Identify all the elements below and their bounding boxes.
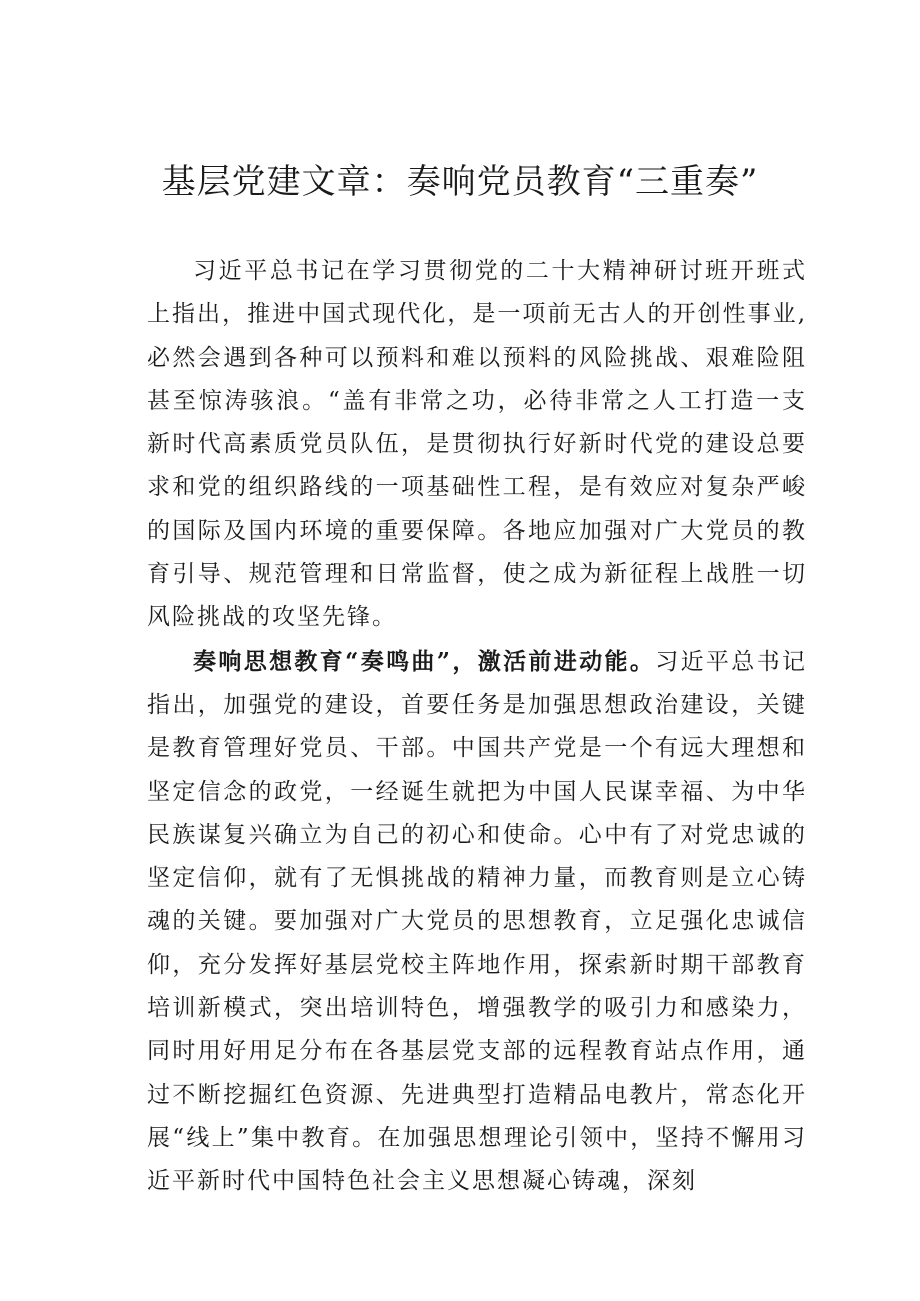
section-one-text: 习近平总书记指出，加强党的建设，首要任务是加强思想政治建设，关键是教育管理好党员、干部。中国共产党是一个有远大理想和坚定信念的政党，一经诞生就把为中国人民谋幸福、为中华民族谋复兴确立为自己的初心和使命。心中有了对党忠诚的坚定信仰，就有了无惧挑战的精神力量，而教育则是立心铸魂的关键。要加强对广大党员的思想教育，立足强化忠诚信仰，充分发挥好基层党校主阵地作用，探索新时期干部教育培训新模式，突出培训特色，增强教学的吸引力和感染力，同时用好用足分布在各基层党支部的远程教育站点作用，通过不断挖掘红色资源、先进典型打造精品电教片，常态化开展“线上”集中教育。在加强思想理论引领中，坚持不懈用习近平新时代中国特色社会主义思想凝心铸魂，深刻 <box>147 648 807 1195</box>
document-body <box>147 250 807 1204</box>
paragraph-intro <box>147 250 807 640</box>
paragraph-section-one <box>147 640 807 1204</box>
section-one-heading: 奏响思想教育“奏鸣曲”，激活前进动能。 <box>193 647 656 675</box>
document-title: 基层党建文章：奏响党员教育“三重奏” <box>161 162 759 202</box>
paragraph-intro-text: 习近平总书记在学习贯彻党的二十大精神研讨班开班式上指出，推进中国式现代化，是一项前无古人的开创性事业,必然会遇到各种可以预料和难以预料的风险挑战、艰难险阻甚至惊涛骇浪。“盖有非常之功，必待非常之人工打造一支新时代高素质党员队伍，是贯彻执行好新时代党的建设总要求和党的组织路线的一项基础性工程，是有效应对复杂严峻的国际及国内环境的重要保障。各地应加强对广大党员的教育引导、规范管理和日常监督，使之成为新征程上战胜一切风险挑战的攻坚先锋。 <box>147 258 807 631</box>
